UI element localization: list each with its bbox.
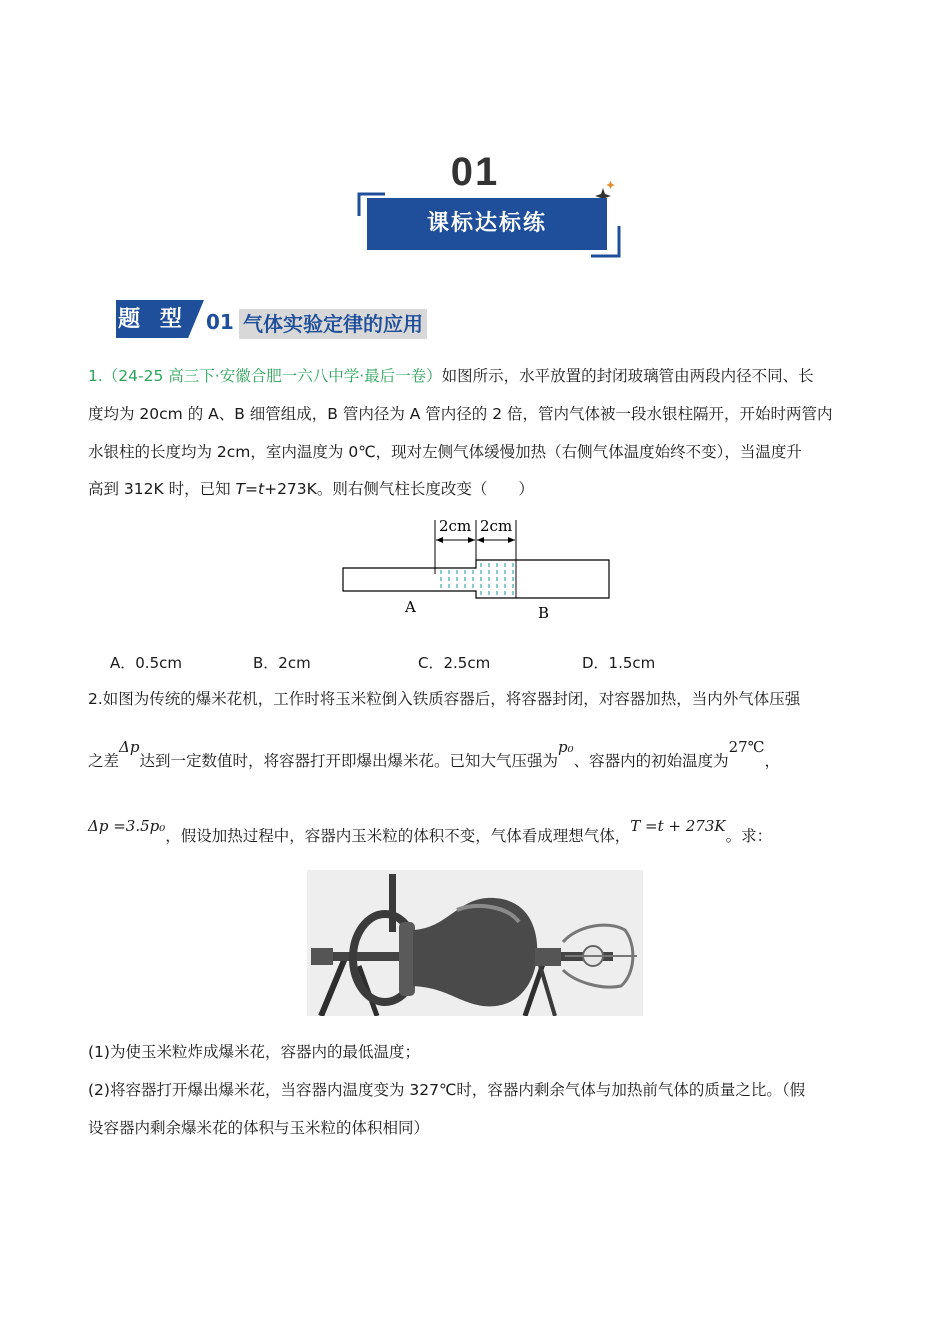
dim-label-1: 2cm [439,517,472,535]
tube-figure [335,512,615,624]
option-a: A．0.5cm [110,654,182,672]
label-b: B [538,604,550,622]
q2-sub-1: (1)为使玉米粒炸成爆米花，容器内的最低温度； [88,1043,420,1061]
q1-number: 1. [88,367,103,385]
q1-line-3: 水银柱的长度均为 2cm，室内温度为 0℃，现对左侧气体缓慢加热（右侧气体温度始终不变），当温度升 [88,443,802,461]
arrow-icon [508,537,515,543]
q2-text-2c: 、容器内的初始温度为 [573,752,729,770]
q1-source: （24-25 高三下·安徽合肥一六八中学·最后一卷） [102,367,442,385]
q2-line-2 [88,738,858,781]
var-T: T [235,480,245,498]
option-c: C．2.5cm [418,654,491,672]
q2-line-3 [88,817,858,856]
sparkle-small-icon [606,181,615,189]
dim-label-2: 2cm [480,517,513,535]
arrow-icon [468,537,475,543]
q2-text-3c: 。求： [725,827,773,845]
q1-line-2: 度均为 20cm 的 A、B 细管组成，B 管内径为 A 管内径的 2 倍，管内气体被一段水银柱隔开，开始时两管内 [88,405,833,423]
q2-text-2b: 达到一定数值时，将容器打开即爆出爆米花。已知大气压强为 [139,752,558,770]
section-banner-title: 课标达标练 [426,211,547,236]
q1-eq-sign: = [245,480,258,498]
q2-sub-2-line-2: 设容器内剩余爆米花的体积与玉米粒的体积相同） [88,1119,430,1137]
arrow-icon [436,537,443,543]
type-number: 01 [206,310,234,334]
q2-text-2d: ， [764,752,780,770]
eq-kelvin: T =t + 273K [630,817,726,835]
q1-line-4 [88,470,858,509]
type-title: 气体实验定律的应用 [239,309,427,339]
type-tag-label: 题 型 [118,306,188,332]
mercury-a [435,569,475,590]
q2-line-1: 2.如图为传统的爆米花机，工作时将玉米粒倒入铁质容器后，将容器封闭，对容器加热，当内外气体压强 [88,690,801,708]
delta-p: Δp [119,738,140,756]
arrow-icon [477,537,484,543]
p-zero: p₀ [557,738,574,756]
popcorn-machine-image [307,870,643,1016]
q2-text-2a: 之差 [88,752,120,770]
section-number: 01 [450,150,500,194]
glass-tube [343,560,609,598]
q1-text-4c: +273K。则右侧气柱长度改变（ ） [264,480,534,498]
q2-text-3b: ，假设加热过程中，容器内玉米粒的体积不变，气体看成理想气体， [165,827,631,845]
initial-temp: 27℃ [728,738,765,756]
q1-text-4a: 高到 312K 时，已知 [88,480,236,498]
label-a: A [405,598,416,616]
q1-line-1 [88,357,858,396]
option-b: B．2cm [253,654,311,672]
var-t: t [258,480,265,498]
q1-text-1: 如图所示，水平放置的封闭玻璃管由两段内径不同、长 [441,367,814,385]
q2-sub-2-line-1: (2)将容器打开爆出爆米花，当容器内温度变为 327℃时，容器内剩余气体与加热前气体的质量之比。（假 [88,1081,806,1099]
eq-delta-p: Δp =3.5p₀ [88,817,166,835]
option-d: D．1.5cm [582,654,656,672]
mercury-b [477,561,515,597]
